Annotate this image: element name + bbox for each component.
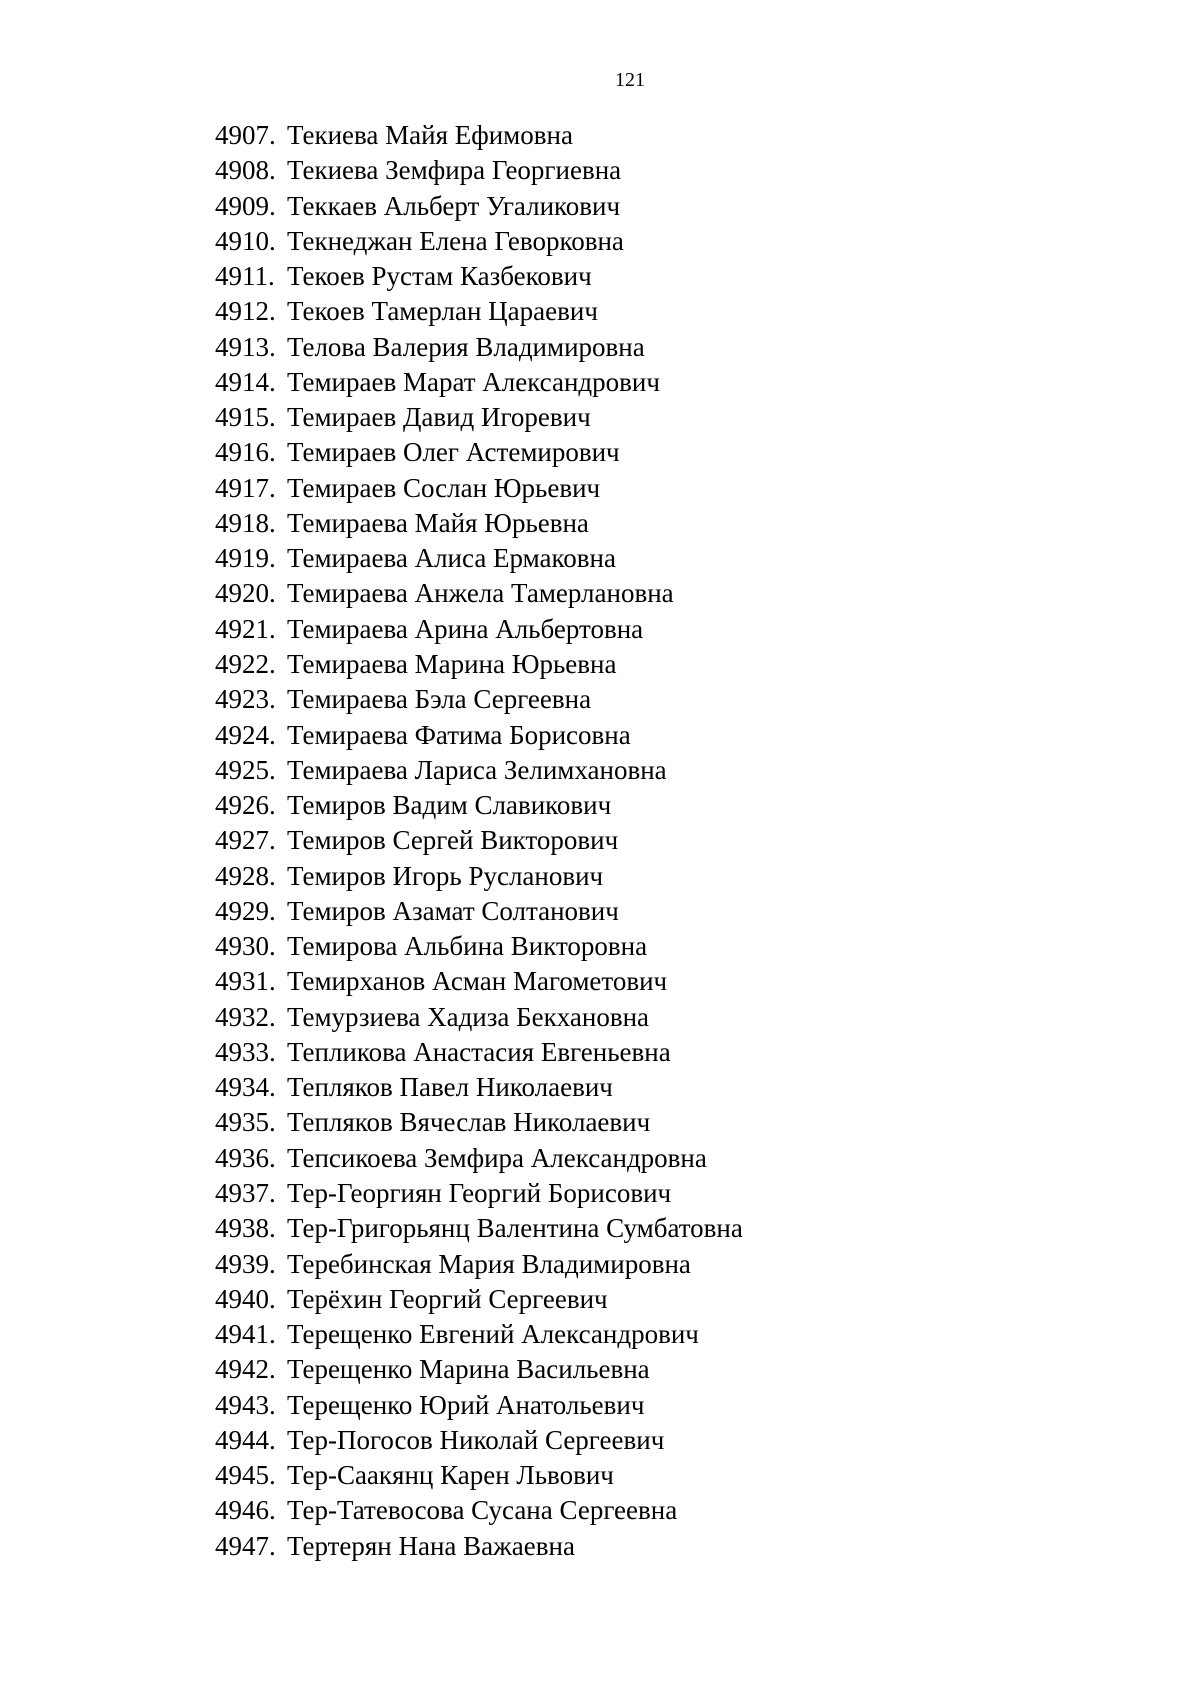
entry-number: 4939. <box>215 1248 276 1279</box>
entry-name: Темираева Лариса Зелимхановна <box>287 754 667 785</box>
entry-name: Темираева Фатима Борисовна <box>287 719 631 750</box>
entry-number: 4929. <box>215 895 276 926</box>
entry-number: 4923. <box>215 684 276 715</box>
entry-number: 4917. <box>215 472 276 503</box>
entry-number: 4935. <box>215 1107 276 1138</box>
entry-name: Темираева Бэла Сергеевна <box>287 684 592 715</box>
entry-name: Темираева Арина Альбертовна <box>287 613 644 644</box>
list-item <box>215 612 743 647</box>
list-item <box>215 647 743 682</box>
entry-name: Темираева Алиса Ермаковна <box>287 543 616 574</box>
entry-number: 4931. <box>215 966 276 997</box>
entry-name: Тепляков Павел Николаевич <box>287 1072 613 1103</box>
entry-number: 4912. <box>215 296 276 327</box>
entry-name: Теккаев Альберт Угаликович <box>287 190 621 221</box>
list-item <box>215 294 743 329</box>
entry-name: Темирханов Асман Магометович <box>287 966 668 997</box>
entry-number: 4926. <box>215 790 276 821</box>
entry-name: Тер-Георгиян Георгий Борисович <box>287 1177 672 1208</box>
entry-number: 4936. <box>215 1142 276 1173</box>
entry-name: Темираев Давид Игоревич <box>287 402 591 433</box>
entry-name: Темурзиева Хадиза Бекхановна <box>287 1001 650 1032</box>
entry-name: Тер-Григорьянц Валентина Сумбатовна <box>287 1213 743 1244</box>
entry-number: 4928. <box>215 860 276 891</box>
entry-number: 4913. <box>215 331 276 362</box>
entry-name: Тер-Саакянц Карен Львович <box>287 1460 614 1491</box>
entry-number: 4927. <box>215 825 276 856</box>
entry-number: 4920. <box>215 578 276 609</box>
entry-name: Темираев Олег Астемирович <box>287 437 620 468</box>
list-item <box>215 894 743 929</box>
entry-number: 4918. <box>215 507 276 538</box>
entry-number: 4910. <box>215 225 276 256</box>
entry-number: 4934. <box>215 1072 276 1103</box>
entry-name: Текнеджан Елена Геворковна <box>287 225 624 256</box>
entry-name: Темиров Азамат Солтанович <box>287 895 619 926</box>
list-item <box>215 1105 743 1140</box>
entry-number: 4907. <box>215 120 276 150</box>
list-item <box>215 1388 743 1423</box>
list-item <box>215 1141 743 1176</box>
entry-number: 4925. <box>215 754 276 785</box>
entry-number: 4933. <box>215 1036 276 1067</box>
entry-name: Терещенко Евгений Александрович <box>287 1319 699 1350</box>
entry-number: 4930. <box>215 931 276 962</box>
entry-name: Темираева Анжела Тамерлановна <box>287 578 674 609</box>
list-item <box>215 435 743 470</box>
entry-number: 4940. <box>215 1283 276 1314</box>
list-item <box>215 365 743 400</box>
entry-number: 4942. <box>215 1354 276 1385</box>
name-list <box>215 118 743 1564</box>
entry-name: Темираев Сослан Юрьевич <box>287 472 601 503</box>
list-item <box>215 964 743 999</box>
entry-name: Тепляков Вячеслав Николаевич <box>287 1107 651 1138</box>
entry-name: Текоев Тамерлан Цараевич <box>287 296 598 327</box>
entry-name: Тер-Татевосова Сусана Сергеевна <box>287 1495 678 1526</box>
page-number: 121 <box>615 69 645 91</box>
list-item <box>215 929 743 964</box>
entry-number: 4937. <box>215 1177 276 1208</box>
list-item <box>215 224 743 259</box>
entry-number: 4919. <box>215 543 276 574</box>
entry-name: Темиров Сергей Викторович <box>287 825 619 856</box>
entry-number: 4914. <box>215 366 276 397</box>
list-item <box>215 506 743 541</box>
entry-number: 4932. <box>215 1001 276 1032</box>
list-item <box>215 823 743 858</box>
entry-name: Терёхин Георгий Сергеевич <box>287 1283 608 1314</box>
entry-number: 4924. <box>215 719 276 750</box>
entry-name: Терещенко Марина Васильевна <box>287 1354 650 1385</box>
list-item <box>215 576 743 611</box>
entry-name: Текоев Рустам Казбекович <box>287 261 592 292</box>
list-item <box>215 259 743 294</box>
entry-number: 4943. <box>215 1389 276 1420</box>
entry-name: Темираева Майя Юрьевна <box>287 507 589 538</box>
entry-name: Темиров Игорь Русланович <box>287 860 604 891</box>
entry-number: 4947. <box>215 1530 276 1561</box>
entry-number: 4921. <box>215 613 276 644</box>
list-item <box>215 1035 743 1070</box>
entry-name: Тепсикоева Земфира Александровна <box>287 1142 707 1173</box>
list-item <box>215 859 743 894</box>
list-item <box>215 788 743 823</box>
list-item <box>215 753 743 788</box>
list-item <box>215 189 743 224</box>
entry-name: Текиева Земфира Георгиевна <box>287 155 622 186</box>
list-item <box>215 471 743 506</box>
entry-number: 4916. <box>215 437 276 468</box>
list-item <box>215 1282 743 1317</box>
entry-name: Темираев Марат Александрович <box>287 366 660 397</box>
list-item <box>215 1070 743 1105</box>
entry-name: Телова Валерия Владимировна <box>287 331 645 362</box>
entry-number: 4945. <box>215 1460 276 1491</box>
entry-number: 4922. <box>215 648 276 679</box>
list-item <box>215 1423 743 1458</box>
list-item <box>215 1176 743 1211</box>
list-item <box>215 118 743 153</box>
entry-name: Тер-Погосов Николай Сергеевич <box>287 1424 665 1455</box>
list-item <box>215 1317 743 1352</box>
list-item <box>215 330 743 365</box>
entry-number: 4946. <box>215 1495 276 1526</box>
entry-name: Тертерян Нана Важаевна <box>287 1530 575 1561</box>
entry-name: Теребинская Мария Владимировна <box>287 1248 691 1279</box>
entry-number: 4944. <box>215 1424 276 1455</box>
entry-name: Темирова Альбина Викторовна <box>287 931 648 962</box>
list-item <box>215 1211 743 1246</box>
list-item <box>215 1000 743 1035</box>
entry-name: Темиров Вадим Славикович <box>287 790 612 821</box>
list-item <box>215 153 743 188</box>
list-item <box>215 1458 743 1493</box>
entry-number: 4909. <box>215 190 276 221</box>
list-item <box>215 1493 743 1528</box>
entry-name: Терещенко Юрий Анатольевич <box>287 1389 645 1420</box>
list-item <box>215 541 743 576</box>
list-item <box>215 400 743 435</box>
list-item <box>215 1529 743 1564</box>
entry-name: Тепликова Анастасия Евгеньевна <box>287 1036 671 1067</box>
entry-name: Текиева Майя Ефимовна <box>287 120 573 150</box>
entry-number: 4911. <box>215 261 275 292</box>
list-item <box>215 1247 743 1282</box>
entry-number: 4941. <box>215 1319 276 1350</box>
list-item <box>215 718 743 753</box>
entry-number: 4938. <box>215 1213 276 1244</box>
entry-number: 4908. <box>215 155 276 186</box>
entry-name: Темираева Марина Юрьевна <box>287 648 617 679</box>
list-item <box>215 1352 743 1387</box>
entry-number: 4915. <box>215 402 276 433</box>
list-item <box>215 682 743 717</box>
